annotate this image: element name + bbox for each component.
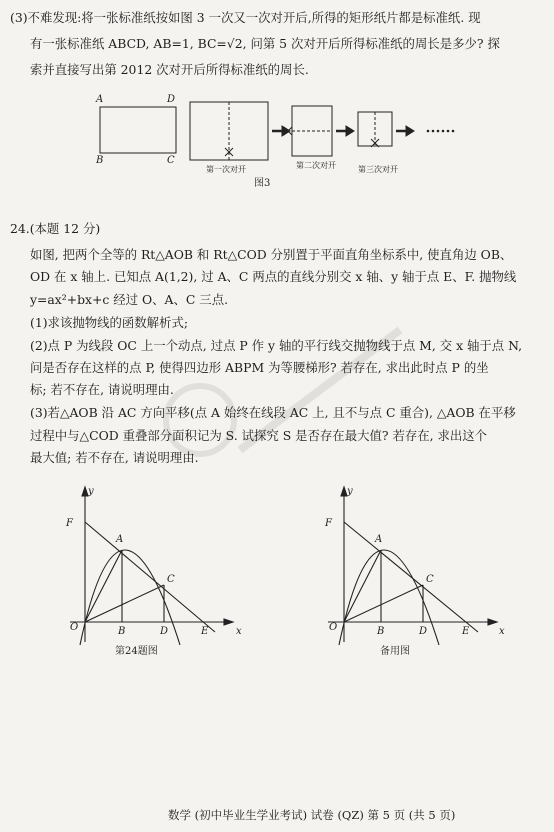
graph1-label-o: O bbox=[70, 622, 79, 633]
fig3-label-a: A bbox=[96, 94, 104, 105]
fig3-title: 图3 bbox=[254, 178, 271, 189]
q24-sub2-line1: (2)点 P 为线段 OC 上一个动点, 过点 P 作 y 轴的平行线交抛物线于点 M, 交 x 轴于点 N, bbox=[30, 338, 523, 353]
q24-sub2-line3: 标; 若不存在, 请说明理由. bbox=[30, 382, 174, 397]
fig3-caption-second: 第二次对开 bbox=[296, 161, 336, 170]
q24-intro-line1: 如图, 把两个全等的 Rt△AOB 和 Rt△COD 分别置于平面直角坐标系中, 使直角边 OB、 bbox=[30, 247, 513, 262]
graph2-x-arrow bbox=[488, 619, 497, 625]
graph2-caption: 备用图 bbox=[380, 646, 410, 657]
graph1-x-arrow bbox=[224, 619, 233, 625]
page-footer: 数学 (初中毕业生学业考试) 试卷 (QZ) 第 5 页 (共 5 页) bbox=[168, 808, 456, 822]
graph1-label-e: E bbox=[201, 626, 209, 637]
graph2-label-y: y bbox=[347, 486, 353, 497]
graph1-segment-oa bbox=[85, 550, 122, 622]
fig3-rect-abcd bbox=[100, 107, 176, 153]
graph2-line-fe bbox=[344, 522, 478, 632]
graph2-segment-oa bbox=[344, 550, 381, 622]
graph1-label-x: x bbox=[236, 626, 242, 637]
graph1-caption: 第24题图 bbox=[115, 646, 158, 657]
graph2-label-d: D bbox=[419, 626, 428, 637]
graph1-label-b: B bbox=[118, 626, 126, 637]
graph2-label-f: F bbox=[325, 518, 332, 529]
graph1-label-a: A bbox=[116, 534, 124, 545]
q24-sub3-line1: (3)若△AOB 沿 AC 方向平移(点 A 始终在线段 AC 上, 且不与点 C 重合), △AOB 在平移 bbox=[30, 405, 516, 420]
q24-sub3-line3: 最大值; 若不存在, 请说明理由. bbox=[30, 450, 199, 465]
q24-sub2-line2: 问是否存在这样的点 P, 使得四边形 ABPM 为等腰梯形? 若存在, 求出此时点 P 的坐 bbox=[30, 360, 489, 375]
graph1-label-d: D bbox=[160, 626, 169, 637]
q23-part3-line2: 有一张标准纸 ABCD, AB=1, BC=√2, 问第 5 次对开后所得标准纸的周长是多少? 探 bbox=[30, 36, 500, 51]
graph1-segment-oc bbox=[85, 585, 164, 622]
q24-sub3-line2: 过程中与△COD 重叠部分面积记为 S. 试探究 S 是否存在最大值? 若存在, 求出这个 bbox=[30, 428, 488, 443]
fig3-caption-third: 第三次对开 bbox=[358, 165, 398, 174]
q24-intro-line2: OD 在 x 轴上. 已知点 A(1,2), 过 A、C 两点的直线分别交 x 轴、y 轴于点 E、F. 抛物线 bbox=[30, 269, 517, 284]
graph-24 bbox=[70, 487, 233, 645]
graph1-label-f: F bbox=[66, 518, 73, 529]
graph2-label-a: A bbox=[375, 534, 383, 545]
fig3-arrowhead-1 bbox=[282, 126, 290, 136]
q23-part3-line3: 索并直接写出第 2012 次对开后所得标准纸的周长. bbox=[30, 62, 309, 77]
fig3-label-c: C bbox=[167, 155, 175, 166]
fig3-arrowhead-2 bbox=[346, 126, 354, 136]
q24-sub1: (1)求该抛物线的函数解析式; bbox=[30, 315, 189, 330]
graph-backup bbox=[328, 487, 497, 645]
graph1-label-c: C bbox=[167, 574, 175, 585]
graph1-label-y: y bbox=[88, 486, 94, 497]
graph2-label-b: B bbox=[377, 626, 385, 637]
fig3-label-d: D bbox=[167, 94, 176, 105]
fig3-arrowhead-3 bbox=[406, 126, 414, 136]
q24-header: 24.(本题 12 分) bbox=[10, 221, 101, 236]
graph2-label-c: C bbox=[426, 574, 434, 585]
graph2-label-e: E bbox=[462, 626, 470, 637]
q23-part3-line1: (3)不难发现:将一张标准纸按如图 3 一次又一次对开后,所得的矩形纸片都是标准纸. 现 bbox=[10, 10, 481, 25]
graph2-label-x: x bbox=[499, 626, 505, 637]
graph2-label-o: O bbox=[329, 622, 338, 633]
graph2-segment-oc bbox=[344, 585, 423, 622]
fig3-label-b: B bbox=[96, 155, 104, 166]
graph1-line-fe bbox=[85, 522, 215, 632]
q24-intro-line3: y=ax²+bx+c 经过 O、A、C 三点. bbox=[30, 292, 229, 307]
fig3-caption-first: 第一次对开 bbox=[206, 165, 246, 174]
